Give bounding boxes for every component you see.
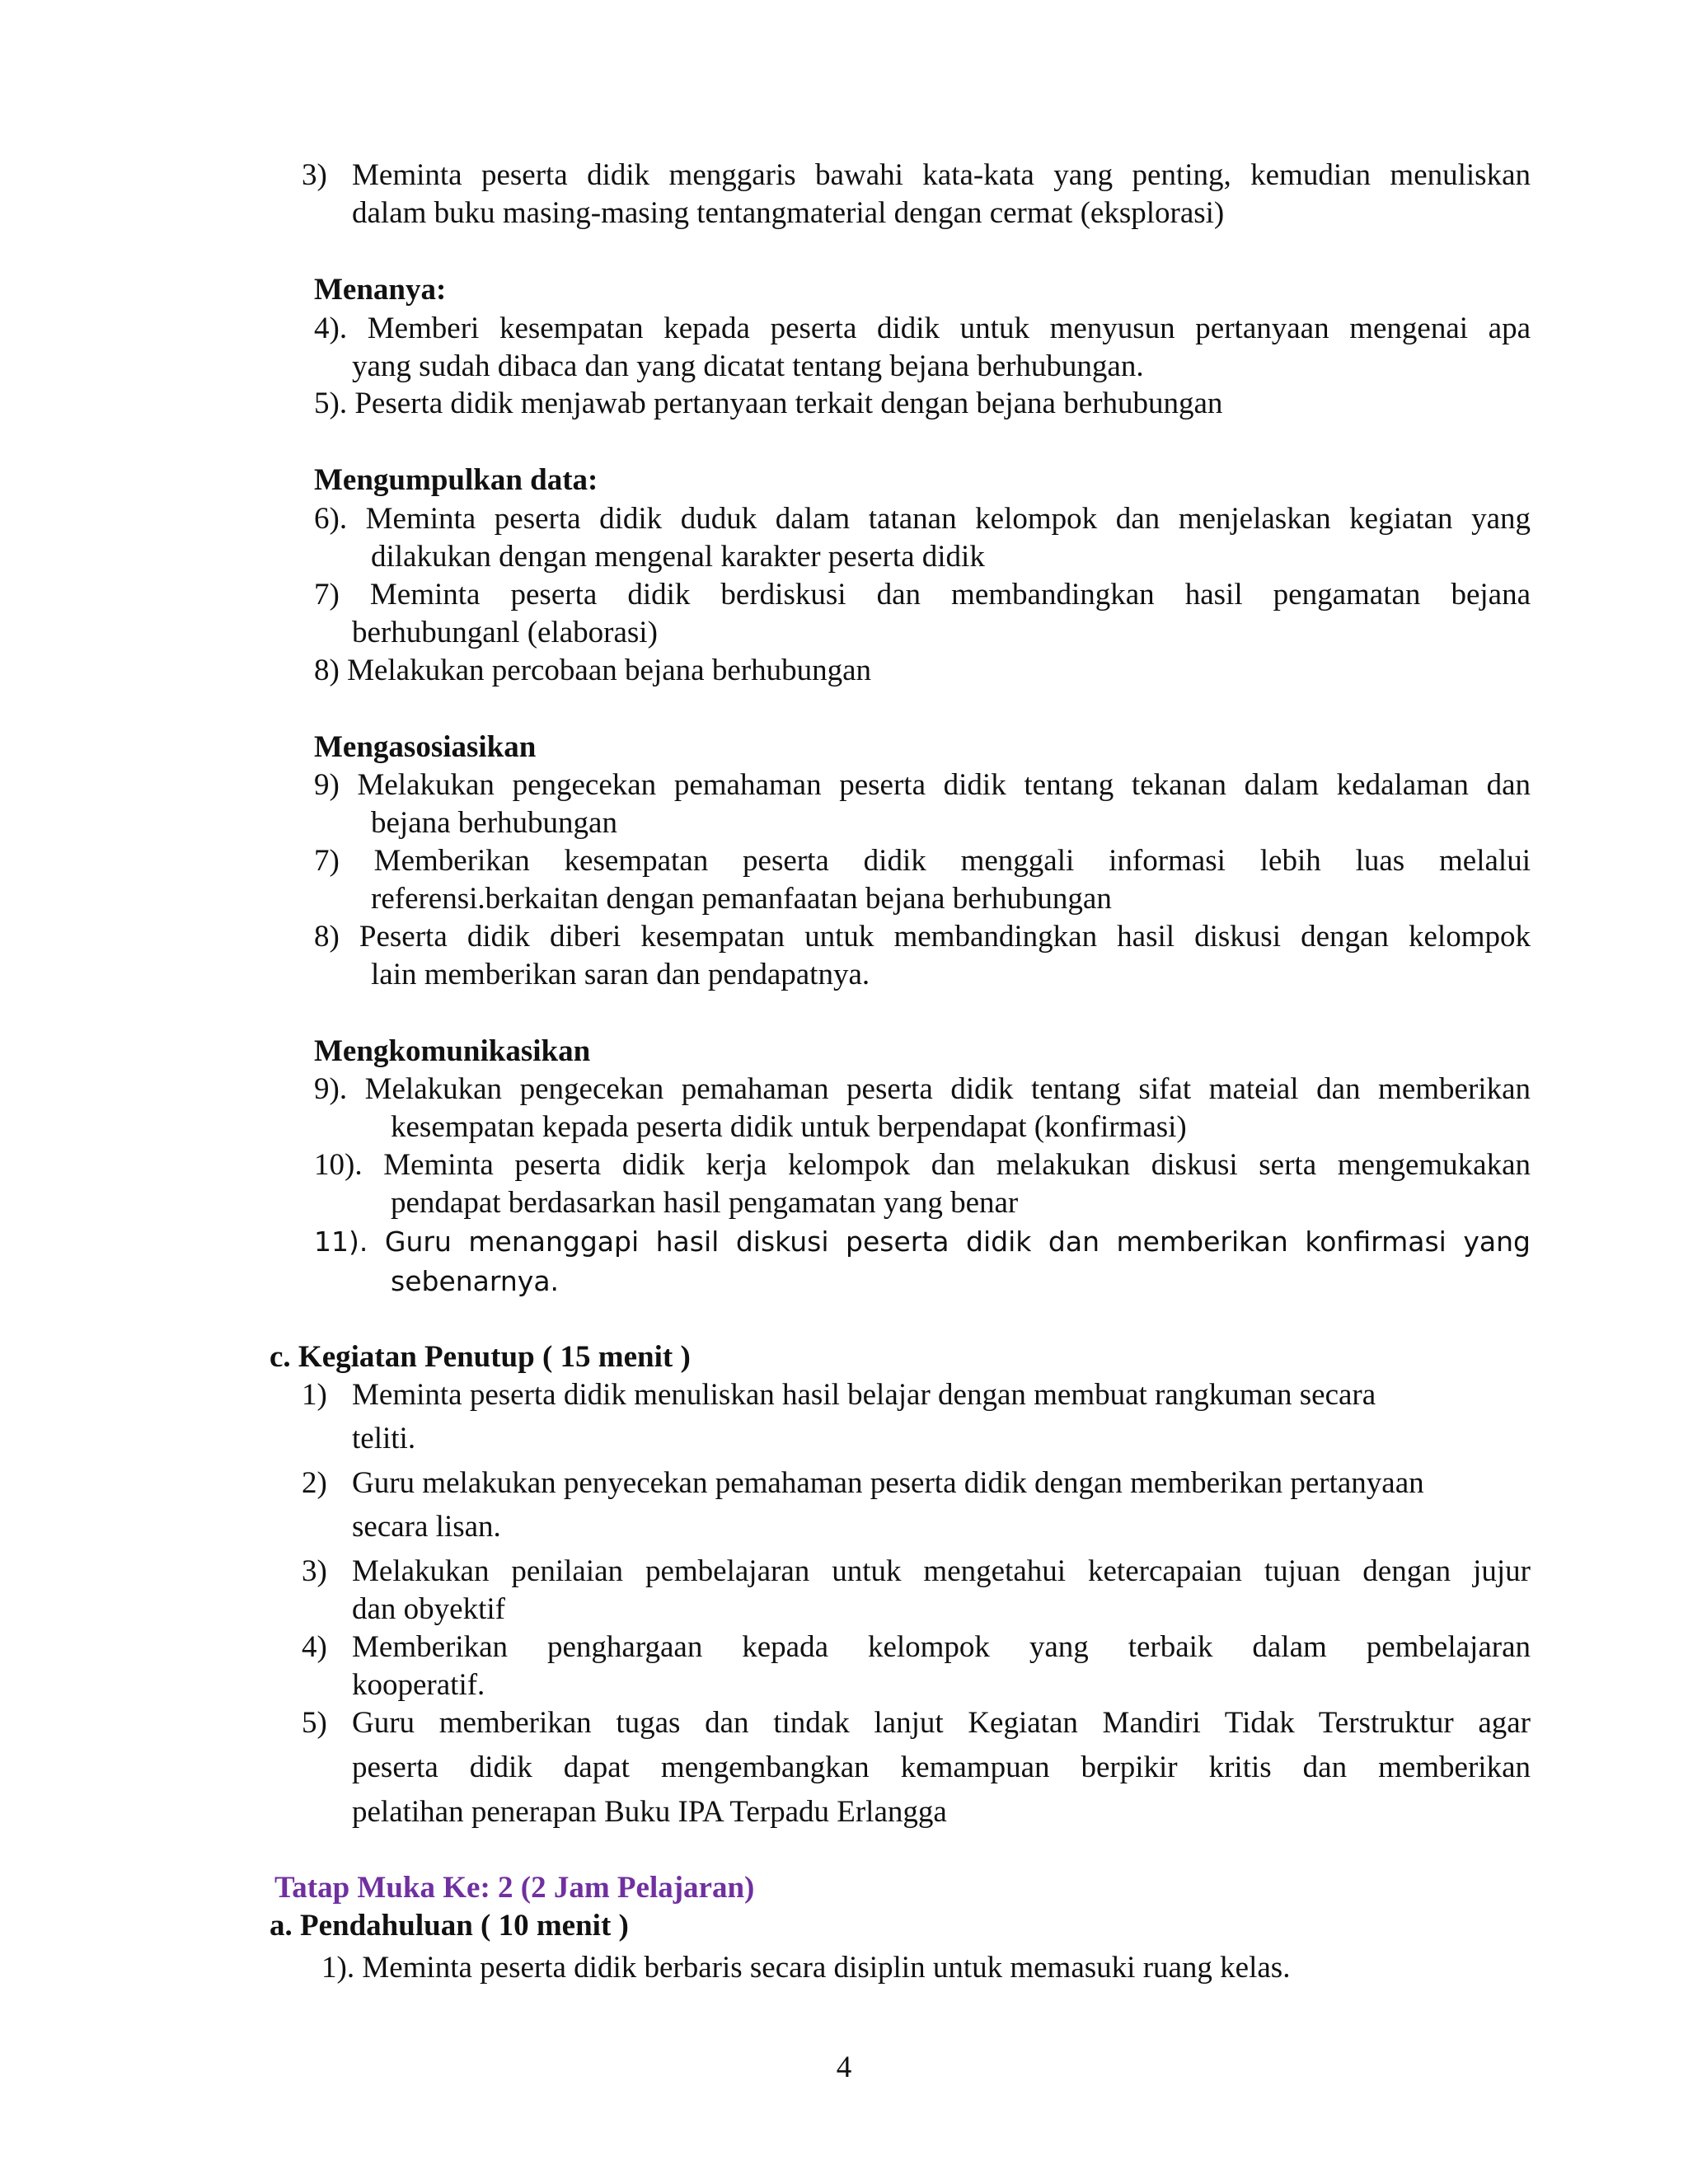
section-heading-pendahuluan: a. Pendahuluan ( 10 menit ) — [270, 1909, 629, 1943]
list-item-text: 1). Meminta peserta didik berbaris secara disiplin untuk memasuki ruang kelas. — [321, 1951, 1291, 1985]
list-item-text: 4). Memberi kesempatan kepada peserta didik untuk menyusun pertanyaan mengenai apa — [314, 312, 1531, 345]
list-item-text: 7) Meminta peserta didik berdiskusi dan membandingkan hasil pengamatan bejana — [314, 578, 1531, 612]
list-item-text: pendapat berdasarkan hasil pengamatan yang benar — [391, 1186, 1019, 1220]
list-item-text: 10). Meminta peserta didik kerja kelompok dan melakukan diskusi serta mengemukakan — [314, 1148, 1531, 1182]
list-item-text: berhubunganl (elaborasi) — [352, 616, 658, 649]
list-item-text: kesempatan kepada peserta didik untuk berpendapat (konfirmasi) — [391, 1110, 1187, 1144]
list-item-text: bejana berhubungan — [371, 806, 617, 840]
section-heading-mengasosiasikan: Mengasosiasikan — [314, 730, 537, 764]
list-number: 3) — [302, 158, 327, 192]
list-item-text: Guru memberikan tugas dan tindak lanjut Kegiatan Mandiri Tidak Terstruktur agar — [352, 1706, 1531, 1740]
list-item-text: Meminta peserta didik menggaris bawahi kata-kata yang penting, kemudian menuliskan — [352, 158, 1531, 192]
list-item-text: Melakukan penilaian pembelajaran untuk mengetahui ketercapaian tujuan dengan jujur — [352, 1554, 1531, 1588]
list-item-text: pelatihan penerapan Buku IPA Terpadu Erlangga — [352, 1795, 947, 1829]
section-heading-mengkomunikasikan: Mengkomunikasikan — [314, 1034, 591, 1068]
list-item-text: Guru melakukan penyecekan pemahaman peserta didik dengan memberikan pertanyaan — [352, 1466, 1424, 1500]
list-item-text: secara lisan. — [352, 1510, 501, 1544]
list-item-text: yang sudah dibaca dan yang dicatat tentang bejana berhubungan. — [352, 349, 1144, 383]
list-number: 5) — [302, 1706, 327, 1740]
list-item-text: dan obyektif — [352, 1592, 505, 1626]
section-heading-mengumpulkan: Mengumpulkan data: — [314, 463, 598, 497]
list-item-text: dalam buku masing-masing tentangmaterial dengan cermat (eksplorasi) — [352, 196, 1225, 230]
section-heading-menanya: Menanya: — [314, 273, 447, 307]
list-item-text: referensi.berkaitan dengan pemanfaatan bejana berhubungan — [371, 882, 1112, 916]
list-item-text: Memberikan penghargaan kepada kelompok yang terbaik dalam pembelajaran — [352, 1630, 1531, 1664]
session-heading: Tatap Muka Ke: 2 (2 Jam Pelajaran) — [274, 1871, 755, 1905]
list-item-text: 6). Meminta peserta didik duduk dalam tatanan kelompok dan menjelaskan kegiatan yang — [314, 502, 1531, 536]
list-number: 4) — [302, 1630, 327, 1664]
list-item-text: peserta didik dapat mengembangkan kemampuan berpikir kritis dan memberikan — [352, 1750, 1531, 1784]
list-item-text: dilakukan dengan mengenal karakter peserta didik — [371, 540, 985, 574]
list-item-text: lain memberikan saran dan pendapatnya. — [371, 958, 870, 991]
list-item-text: 7) Memberikan kesempatan peserta didik menggali informasi lebih luas melalui — [314, 844, 1531, 878]
list-item-text: teliti. — [352, 1422, 416, 1455]
list-item-text: 9). Melakukan pengecekan pemahaman peserta didik tentang sifat mateial dan memberikan — [314, 1072, 1531, 1106]
section-heading-penutup: c. Kegiatan Penutup ( 15 menit ) — [270, 1340, 691, 1374]
list-number: 1) — [302, 1378, 327, 1412]
list-item-text: 8) Peserta didik diberi kesempatan untuk membandingkan hasil diskusi dengan kelompok — [314, 920, 1531, 954]
list-item-text: 8) Melakukan percobaan bejana berhubungan — [314, 654, 871, 687]
list-item-text: 5). Peserta didik menjawab pertanyaan terkait dengan bejana berhubungan — [314, 387, 1223, 420]
list-item-text: sebenarnya. — [391, 1265, 560, 1297]
page-number: 4 — [836, 2050, 852, 2084]
list-item-text: Meminta peserta didik menuliskan hasil belajar dengan membuat rangkuman secara — [352, 1378, 1376, 1412]
list-item-text: kooperatif. — [352, 1668, 485, 1702]
list-number: 3) — [302, 1554, 327, 1588]
list-item-text: 11). Guru menanggapi hasil diskusi peserta didik dan memberikan konfirmasi yang — [314, 1226, 1531, 1258]
list-number: 2) — [302, 1466, 327, 1500]
list-item-text: 9) Melakukan pengecekan pemahaman peserta didik tentang tekanan dalam kedalaman dan — [314, 768, 1531, 802]
